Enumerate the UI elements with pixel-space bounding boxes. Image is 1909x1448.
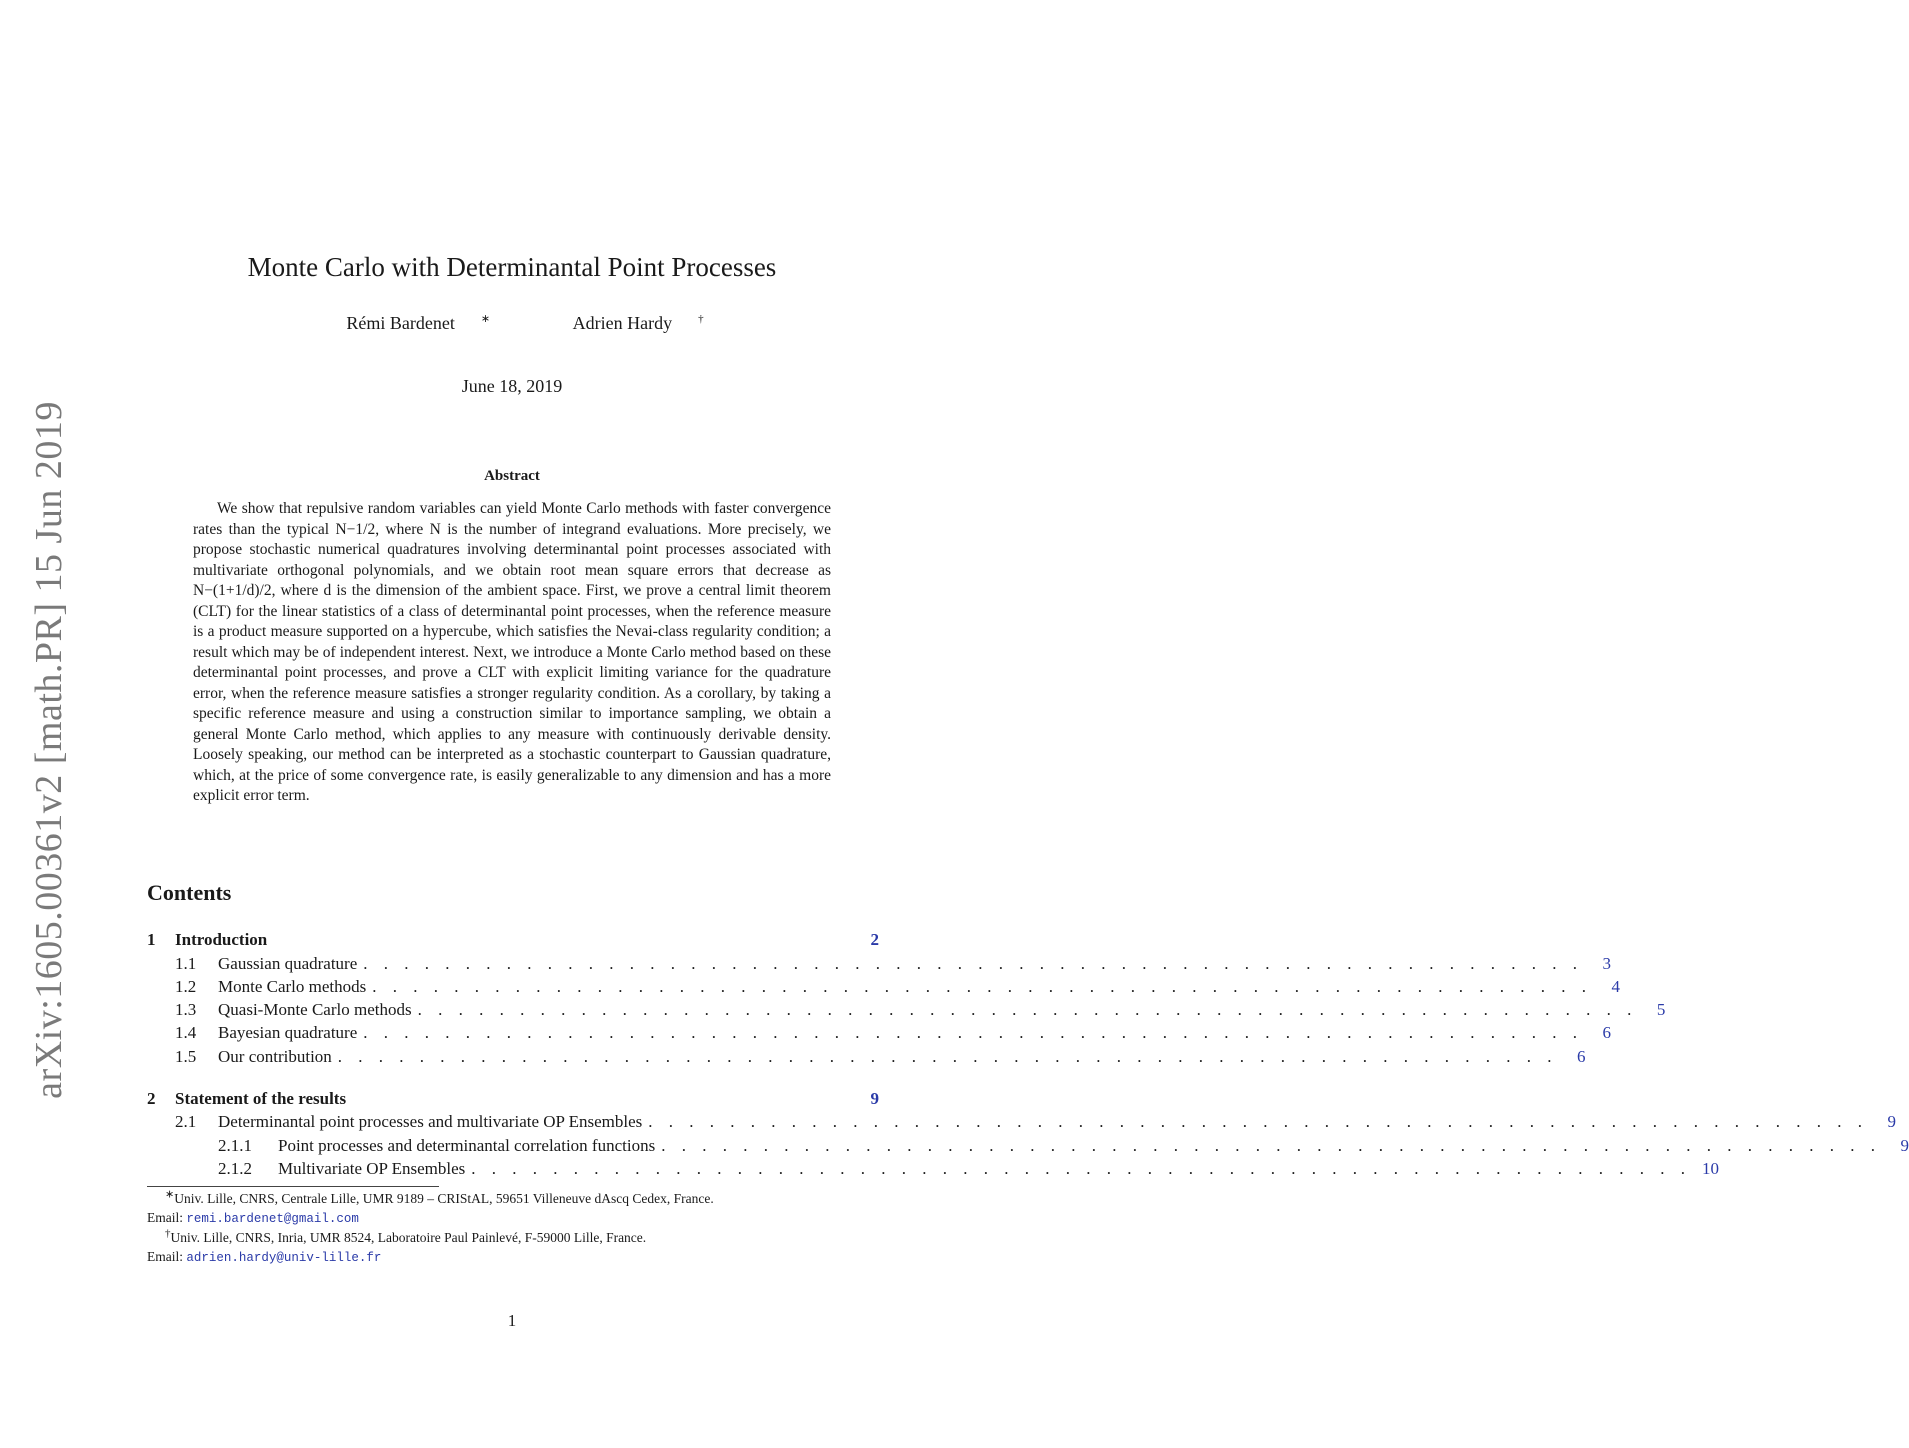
contents-heading: Contents [147, 880, 232, 905]
email-label: Email: [147, 1249, 183, 1264]
toc-label: Gaussian quadrature [218, 954, 358, 973]
author-name: Rémi Bardenet [346, 313, 455, 333]
toc-label: Determinantal point processes and multivariate OP Ensembles [218, 1112, 643, 1131]
toc-entry[interactable] [147, 1110, 1897, 1133]
toc-entry[interactable] [147, 1157, 1720, 1180]
toc-number: 1.5 [175, 1047, 197, 1066]
toc-page-link[interactable]: 6 [1577, 1047, 1586, 1066]
toc-page-link[interactable]: 4 [1611, 977, 1621, 996]
toc-entry[interactable] [147, 1087, 879, 1110]
toc-number: 1.2 [175, 977, 197, 996]
toc-leader-dots: . . . . . . . . . . . . . . . . . . . . . . . . . . . . . . . . . . . . . . . . . . . . . . . . . . . . . . . . . . . . [648, 1112, 1869, 1131]
abstract-heading: Abstract [484, 468, 540, 484]
toc-number: 2 [147, 1089, 156, 1108]
toc-label: Bayesian quadrature [218, 1023, 358, 1042]
toc-label: Introduction [175, 930, 268, 949]
footnote-rule [147, 1186, 439, 1187]
author-list [0, 313, 1024, 334]
toc-leader-dots: . . . . . . . . . . . . . . . . . . . . . . . . . . . . . . . . . . . . . . . . . . . . . . . . . . . . . . . . . . . . [471, 1159, 1692, 1178]
toc-page-link[interactable]: 9 [1900, 1136, 1909, 1155]
paper-date: June 18, 2019 [461, 376, 563, 396]
toc-entry[interactable] [147, 1045, 1586, 1068]
footnote-mark: † [165, 1227, 171, 1240]
footnote-bardenet [147, 1189, 879, 1229]
toc-number: 2.1 [175, 1112, 197, 1131]
toc-entry[interactable] [147, 975, 1621, 998]
toc-entry[interactable] [147, 928, 879, 951]
toc-page-link[interactable]: 6 [1602, 1023, 1611, 1042]
toc-label: Statement of the results [175, 1089, 347, 1108]
toc-page-link[interactable]: 9 [1887, 1112, 1897, 1131]
toc-label: Multivariate OP Ensembles [278, 1159, 466, 1178]
toc-label: Our contribution [218, 1047, 332, 1066]
toc-page-link[interactable]: 3 [1602, 954, 1612, 973]
toc-page-link[interactable]: 5 [1656, 1000, 1666, 1019]
footnote-text: Univ. Lille, CNRS, Inria, UMR 8524, Laboratoire Paul Painlevé, F-59000 Lille, France. [170, 1230, 647, 1245]
footnote-mark[interactable]: ∗ [480, 313, 491, 325]
toc-leader-dots: . . . . . . . . . . . . . . . . . . . . . . . . . . . . . . . . . . . . . . . . . . . . . . . . . . . . . . . . . . . . [337, 1047, 1558, 1066]
toc-number: 1 [147, 930, 156, 949]
author-name: Adrien Hardy [572, 313, 673, 333]
toc-page-link[interactable]: 9 [870, 1089, 879, 1108]
email-link-hardy[interactable]: adrien.hardy@univ-lille.fr [186, 1251, 382, 1265]
footnote-hardy [147, 1228, 879, 1268]
toc-page-link[interactable]: 10 [1702, 1159, 1720, 1178]
toc-entry[interactable] [147, 952, 1612, 975]
email-link-bardenet[interactable]: remi.bardenet@gmail.com [186, 1212, 359, 1226]
toc-entry[interactable] [147, 998, 1666, 1021]
toc-number: 1.1 [175, 954, 197, 973]
footnote-mark[interactable]: † [698, 313, 704, 325]
toc-leader-dots: . . . . . . . . . . . . . . . . . . . . . . . . . . . . . . . . . . . . . . . . . . . . . . . . . . . . . . . . . . . . [661, 1136, 1881, 1155]
toc-entry[interactable] [147, 1021, 1611, 1044]
toc-leader-dots: . . . . . . . . . . . . . . . . . . . . . . . . . . . . . . . . . . . . . . . . . . . . . . . . . . . . . . . . . . . . [363, 954, 1584, 973]
toc-leader-dots: . . . . . . . . . . . . . . . . . . . . . . . . . . . . . . . . . . . . . . . . . . . . . . . . . . . . . . . . . . . . [372, 977, 1593, 996]
toc-number: 2.1.2 [218, 1159, 252, 1178]
toc-number: 1.3 [175, 1000, 197, 1019]
toc-label: Point processes and determinantal correlation functions [278, 1136, 656, 1155]
toc-number: 1.4 [175, 1023, 197, 1042]
toc-leader-dots: . . . . . . . . . . . . . . . . . . . . . . . . . . . . . . . . . . . . . . . . . . . . . . . . . . . . . . . . . . . . [417, 1000, 1638, 1019]
toc-number: 2.1.1 [218, 1136, 252, 1155]
author-hardy [547, 313, 704, 334]
toc-label: Quasi-Monte Carlo methods [218, 1000, 412, 1019]
toc-page-link[interactable]: 2 [870, 930, 879, 949]
toc-entry[interactable] [147, 1134, 1909, 1157]
footnote-mark: ∗ [165, 1188, 175, 1201]
abstract-body: We show that repulsive random variables can yield Monte Carlo methods with faster convergence rates than the typical N−1/2, where N is the number of integrand evaluations. More precisely, we propose stochastic numerical quadratures involving determinantal point processes associated with multivariate orthogonal polynomials, and we obtain root mean square errors that decrease as N−(1+1/d)/2, where d is the dimension of the ambient space. First, we prove a central limit theorem (CLT) for the linear statistics of a class of determinantal point processes, when the reference measure is a product measure supported on a hypercube, which satisfies the Nevai-class regularity condition; a result which may be of independent interest. Next, we introduce a Monte Carlo method based on these determinantal point processes, and prove a CLT with explicit limiting variance for the quadrature error, when the reference measure satisfies a stronger regularity condition. As a corollary, by taking a specific reference measure and using a construction similar to importance sampling, we obtain a general Monte Carlo method, which applies to any measure with continuously derivable density. Loosely speaking, our method can be interpreted as a stochastic counterpart to Gaussian quadrature, which, at the price of some convergence rate, is easily generalizable to any dimension and has a more explicit error term. [193, 500, 831, 804]
page-number: 1 [507, 1311, 517, 1330]
toc-leader-dots: . . . . . . . . . . . . . . . . . . . . . . . . . . . . . . . . . . . . . . . . . . . . . . . . . . . . . . . . . . . . [363, 1023, 1583, 1042]
footnote-text: Univ. Lille, CNRS, Centrale Lille, UMR 9189 – CRIStAL, 59651 Villeneuve dAscq Cedex, France. [174, 1191, 714, 1206]
email-label: Email: [147, 1210, 183, 1225]
author-bardenet [320, 313, 490, 334]
paper-title: Monte Carlo with Determinantal Point Processes [247, 252, 777, 282]
arxiv-identifier: arXiv:1605.00361v2 [math.PR] 15 Jun 2019 [28, 401, 70, 1099]
toc-label: Monte Carlo methods [218, 977, 367, 996]
